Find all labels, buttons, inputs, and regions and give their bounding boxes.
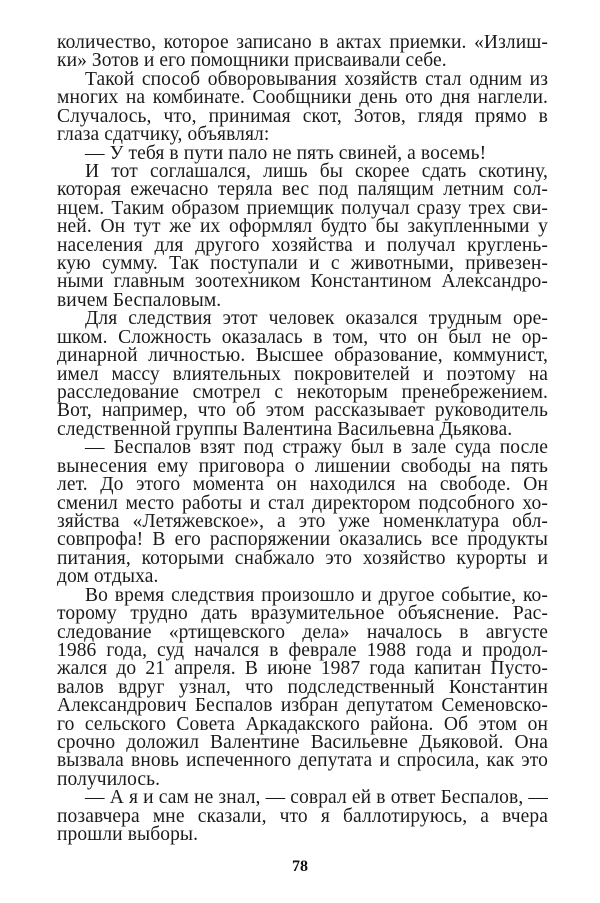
text-line: позавчера мне сказали, что я баллотируюсь, а вчера — [57, 805, 548, 827]
text-line: следование «ртищевского дела» началось в августе — [57, 621, 548, 643]
text-line: вынесения ему приговора о лишении свободы на пять — [57, 455, 548, 477]
paragraph-first-line: — Беспалов взят под стражу был в зале суда после — [85, 437, 548, 459]
text-line: вичем Беспаловым. — [57, 289, 222, 311]
text-line: 1986 года, суд начался в феврале 1988 года и продол- — [57, 639, 548, 661]
text-line: жался до 21 апреля. В июне 1987 года капитан Пусто- — [57, 658, 548, 680]
text-line: лет. До этого момента он находился на свободе. Он — [57, 474, 548, 496]
text-line: динарной личностью. Высшее образование, коммунист, — [57, 345, 548, 367]
text-line: Вот, например, что об этом рассказывает руководитель — [57, 400, 548, 422]
text-line: вызвала вновь испеченного депутата и спросила, как это — [57, 750, 548, 772]
text-line: валов вдруг узнал, что подследственный Константин — [57, 676, 548, 698]
paragraph-first-line: И тот соглашался, лишь бы скорее сдать скотину, — [85, 160, 548, 182]
text-line: Случалось, что, принимая скот, Зотов, глядя прямо в — [57, 105, 548, 127]
text-line: питания, которыми снабжало это хозяйство курорты и — [57, 547, 548, 569]
book-page-text — [57, 34, 548, 845]
text-line: Александрович Беспалов избран депутатом Семеновско- — [57, 695, 548, 717]
text-line: глаза сдатчику, объявлял: — [57, 124, 270, 146]
text-line: которая ежечасно теряла вес под палящим летним сол- — [57, 179, 548, 201]
text-line: населения для другого хозяйства и получал круглень- — [57, 234, 548, 256]
text-line: ки» Зотов и его помощники присваивали себе. — [57, 50, 447, 72]
paragraph-first-line: Такой способ обворовывания хозяйств стал одним из — [85, 68, 548, 90]
text-line: расследование смотрел с некоторым пренебрежением. — [57, 382, 548, 404]
paragraph-first-line: Во время следствия произошло и другое событие, ко- — [85, 584, 548, 606]
text-line: ней. Он тут же их оформлял будто бы закупленными у — [57, 216, 548, 238]
text-line: совпрофа! В его распоряжении оказались все продукты — [57, 529, 548, 551]
text-line: сменил место работы и стал директором подсобного хо- — [57, 492, 548, 514]
text-line: дом отдыха. — [57, 566, 159, 588]
paragraph-first-line: — У тебя в пути пало не пять свиней, а восемь! — [85, 142, 487, 164]
text-line: получилось. — [57, 768, 161, 790]
text-line: количество, которое записано в актах приемки. «Излиш- — [57, 32, 548, 53]
text-line: нцем. Таким образом приемщик получал сразу трех сви- — [57, 197, 548, 219]
paragraph-first-line: — А я и сам не знал, — соврал ей в ответ Беспалов, — — [85, 787, 548, 809]
text-line: многих на комбинате. Сообщники день ото дня наглели. — [57, 87, 548, 109]
text-line: шком. Сложность оказалась в том, что он был не ор- — [57, 326, 548, 348]
text-line: зяйства «Летяжевское», а это уже номенклатура обл- — [57, 510, 548, 532]
text-line: ными главным зоотехником Константином Александро- — [57, 271, 548, 293]
text-line: прошли выборы. — [57, 824, 199, 846]
text-line: кую сумму. Так поступали и с животными, привезен- — [57, 253, 548, 275]
text-line: го сельского Совета Аркадакского района. Об этом он — [57, 713, 548, 735]
text-line: следственной группы Валентина Васильевна Дьякова. — [57, 418, 513, 440]
page-number: 78 — [292, 858, 308, 875]
paragraph-first-line: Для следствия этот человек оказался трудным оре- — [85, 308, 548, 330]
text-line: срочно доложил Валентине Васильевне Дьяковой. Она — [57, 732, 548, 754]
text-line: торому трудно дать вразумительное объяснение. Рас- — [57, 603, 548, 625]
text-line: имел массу влиятельных покровителей и поэтому на — [57, 363, 548, 385]
